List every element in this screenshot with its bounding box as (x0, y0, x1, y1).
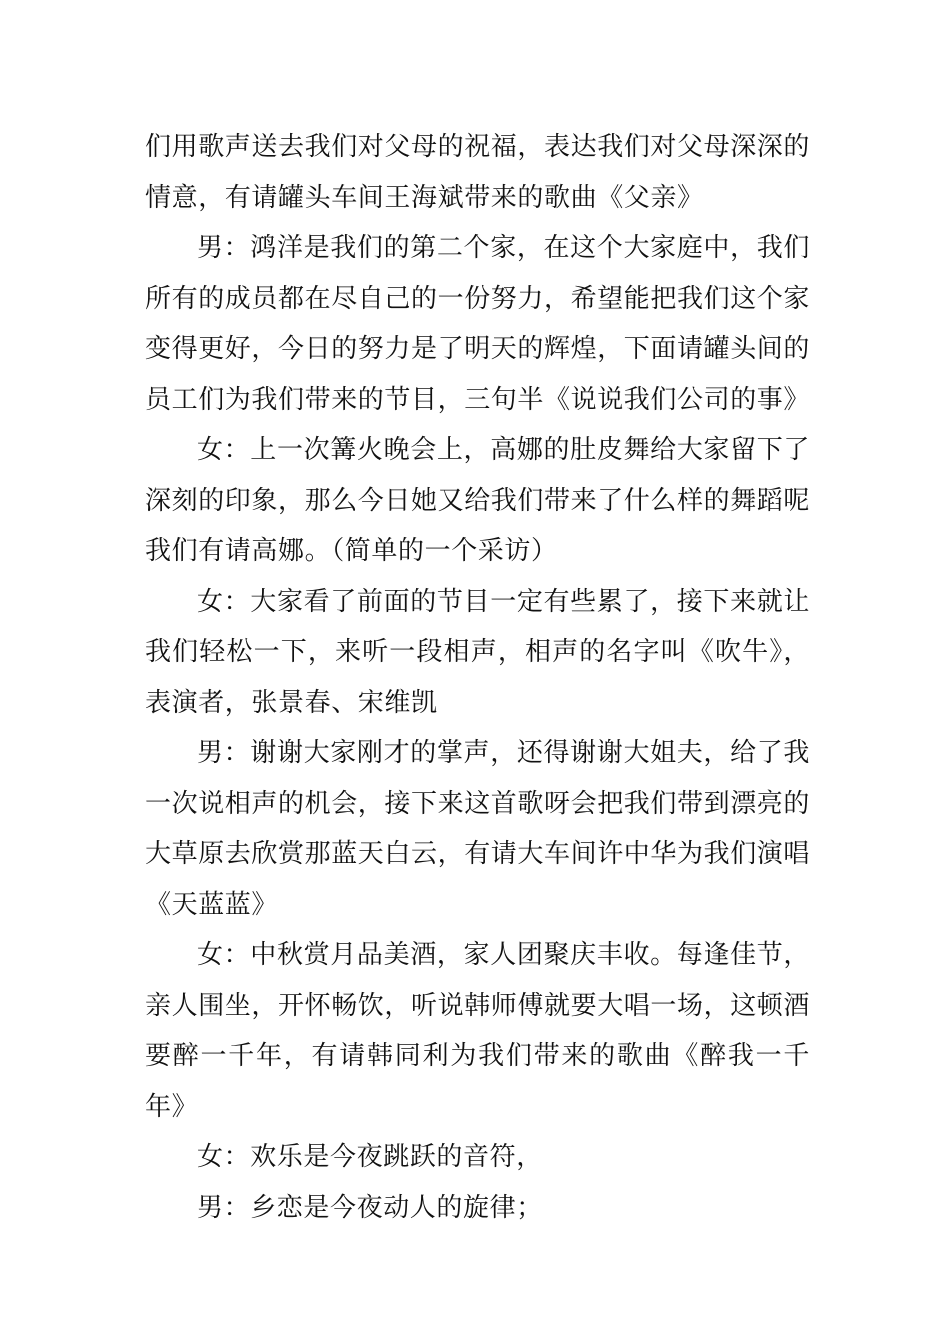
paragraph-male-homesick: 男：乡恋是今夜动人的旋律； (197, 1192, 543, 1223)
paragraph-female-joy: 女：欢乐是今夜跳跃的音符， (197, 1142, 543, 1172)
paragraph-continuation: 们用歌声送去我们对父母的祝福，表达我们对父母深深的情意，有请罐头车间王海斌带来的歌曲《父亲》 (145, 132, 811, 213)
paragraph-female-dance: 女：上一次篝火晚会上，高娜的肚皮舞给大家留下了深刻的印象，那么今日她又给我们带来了什么样的舞蹈呢我们有请高娜。（简单的一个采访） (145, 435, 811, 566)
paragraph-male-home: 男：鸿洋是我们的第二个家，在这个大家庭中，我们所有的成员都在尽自己的一份努力，希望能把我们这个家变得更好，今日的努力是了明天的辉煌，下面请罐头间的员工们为我们带来的节目，三句半《说说我们公司的事》 (145, 233, 811, 415)
document-body (145, 122, 810, 1233)
paragraph-male-grassland: 男：谢谢大家刚才的掌声，还得谢谢大姐夫，给了我一次说相声的机会，接下来这首歌呀会把我们带到漂亮的大草原去欣赏那蓝天白云，有请大车间许中华为我们演唱《天蓝蓝》 (145, 738, 811, 920)
paragraph-female-midautumn: 女：中秋赏月品美酒，家人团聚庆丰收。每逢佳节，亲人围坐，开怀畅饮，听说韩师傅就要大唱一场，这顿酒要醉一千年，有请韩同利为我们带来的歌曲《醉我一千年》 (145, 940, 811, 1122)
paragraph-female-crosstalk: 女：大家看了前面的节目一定有些累了，接下来就让我们轻松一下，来听一段相声，相声的名字叫《吹牛》，表演者，张景春、宋维凯 (145, 586, 810, 718)
